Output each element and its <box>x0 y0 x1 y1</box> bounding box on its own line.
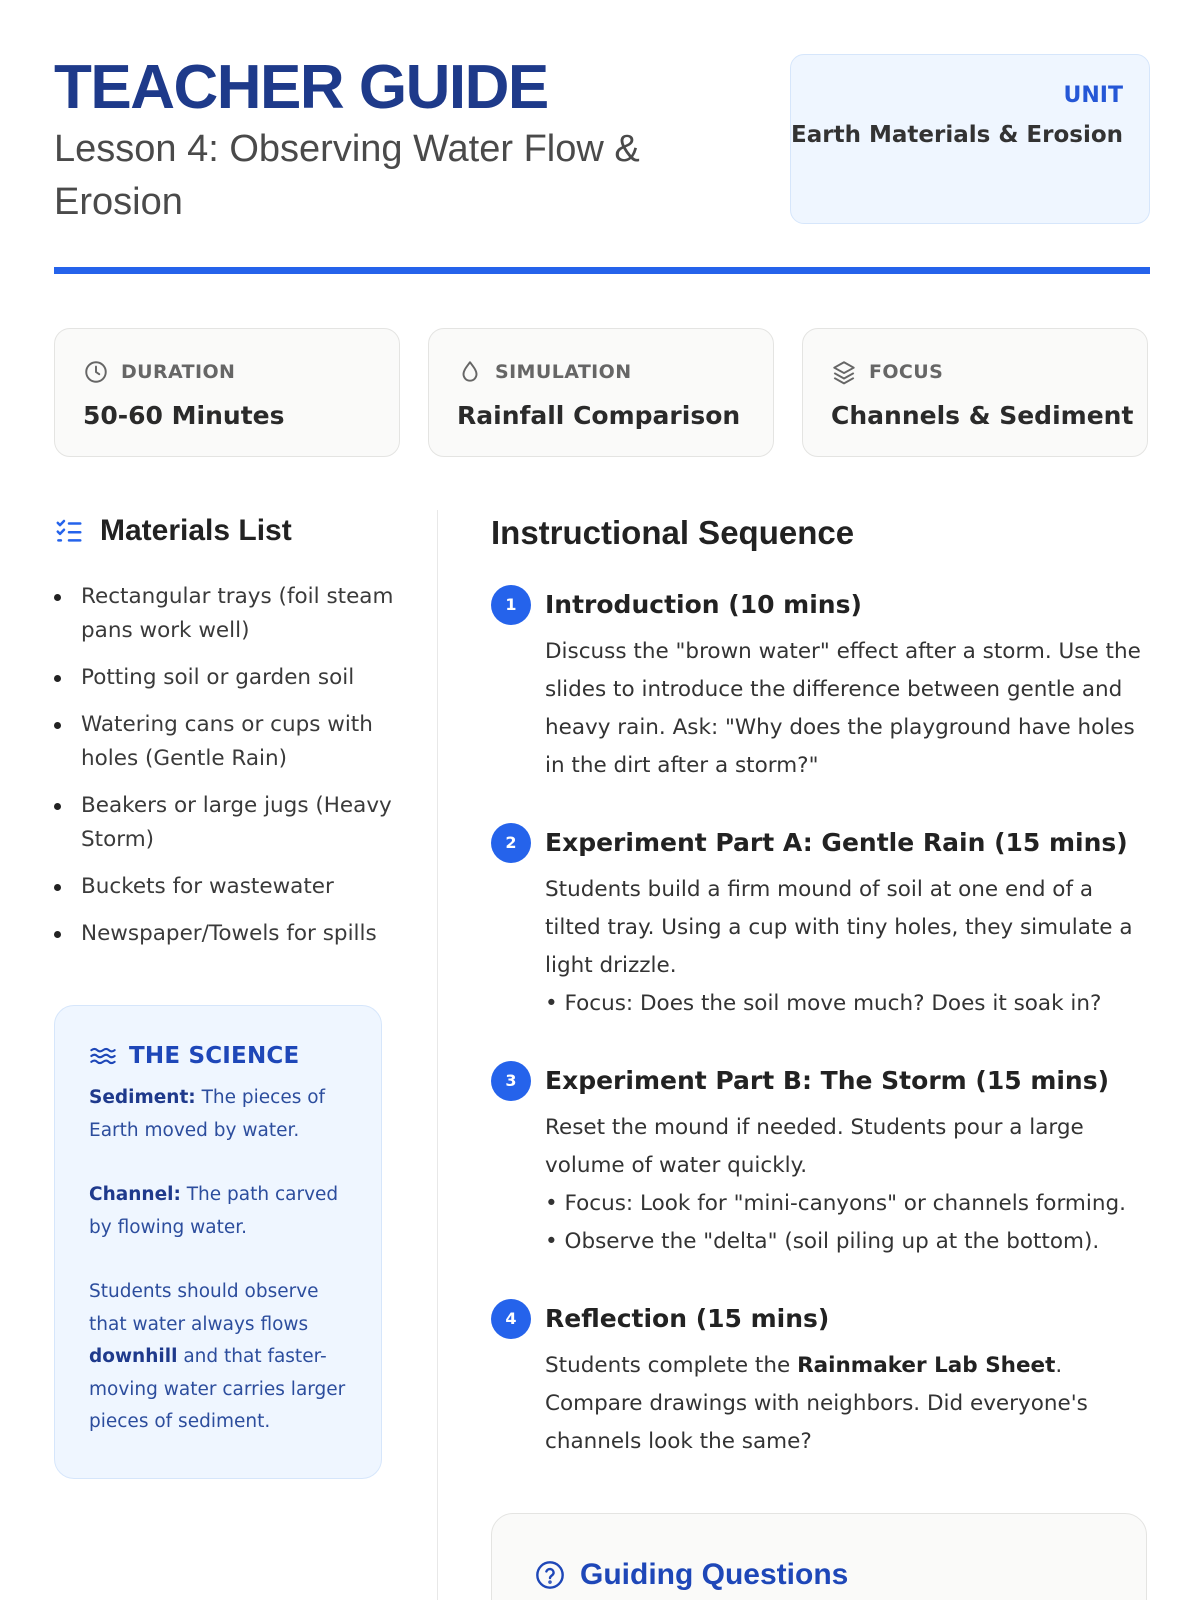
materials-heading <box>54 514 292 548</box>
stat-value: 50-60 Minutes <box>83 401 285 430</box>
step-bullet: • Observe the "delta" (soil piling up at the bottom). <box>545 1229 1100 1254</box>
stat-value: Rainfall Comparison <box>457 401 741 430</box>
list-item: Watering cans or cups with holes (Gentle Rain) <box>54 708 394 776</box>
science-note: Students should observe that water always flows downhill and that faster-moving water carries larger pieces of sediment. <box>89 1281 346 1432</box>
water-drop-icon <box>457 359 483 385</box>
unit-label: UNIT <box>1063 83 1123 108</box>
stat-label: FOCUS <box>869 361 944 383</box>
guiding-questions-card <box>491 1513 1147 1600</box>
step-title: Introduction (10 mins) <box>545 590 862 619</box>
question-circle-icon <box>534 1559 566 1591</box>
list-item: Newspaper/Towels for spills <box>54 917 394 951</box>
list-item: Buckets for wastewater <box>54 870 394 904</box>
lab-sheet-name: Rainmaker Lab Sheet <box>797 1353 1056 1378</box>
step-title: Reflection (15 mins) <box>545 1304 830 1333</box>
science-title: THE SCIENCE <box>129 1043 300 1069</box>
step-bullet: • Focus: Does the soil move much? Does it soak in? <box>545 991 1102 1016</box>
column-divider <box>437 510 438 1600</box>
step-number-badge: 2 <box>491 823 531 863</box>
channel-term: Channel: <box>89 1184 181 1205</box>
waves-icon <box>89 1042 117 1070</box>
stat-card-focus <box>802 328 1148 457</box>
materials-list <box>54 580 394 964</box>
step-title: Experiment Part B: The Storm (15 mins) <box>545 1066 1110 1095</box>
stat-card-simulation <box>428 328 774 457</box>
channel-definition <box>89 1179 351 1244</box>
sediment-def: The pieces of Earth moved by water. <box>89 1087 326 1141</box>
lesson-subtitle: Lesson 4: Observing Water Flow & Erosion <box>54 128 640 223</box>
page-title: TEACHER GUIDE <box>54 53 548 122</box>
layers-icon <box>831 359 857 385</box>
step-number-badge: 3 <box>491 1061 531 1101</box>
header-divider <box>54 267 1150 274</box>
step-body: Students complete the Rainmaker Lab Sheet. Compare drawings with neighbors. Did everyone's channels look the same? <box>545 1353 1088 1454</box>
step-number-badge: 4 <box>491 1299 531 1339</box>
list-item: Rectangular trays (foil steam pans work well) <box>54 580 394 648</box>
guiding-questions-title: Guiding Questions <box>580 1558 849 1591</box>
step-bullet: • Focus: Look for "mini-canyons" or channels forming. <box>545 1191 1126 1216</box>
stat-label: DURATION <box>121 361 236 383</box>
stat-card-duration <box>54 328 400 457</box>
science-body <box>89 1082 351 1439</box>
materials-title: Materials List <box>100 514 292 547</box>
sediment-definition <box>89 1082 351 1147</box>
sediment-term: Sediment: <box>89 1087 196 1108</box>
page-header <box>54 52 1150 274</box>
step-body: Reset the mound if needed. Students pour a large volume of water quickly. • Focus: Look for "mini-canyons" or channels forming. • Observe the "delta" (soil piling up at the bottom). <box>545 1109 1151 1261</box>
checklist-icon <box>54 516 84 546</box>
unit-name: Earth Materials & Erosion <box>791 122 1123 148</box>
stat-label: SIMULATION <box>495 361 632 383</box>
sequence-title: Instructional Sequence <box>491 514 855 551</box>
unit-card <box>790 54 1150 224</box>
step-body: Discuss the "brown water" effect after a storm. Use the slides to introduce the difference between gentle and heavy rain. Ask: "Why does the playground have holes in the dirt after a storm?" <box>545 639 1141 778</box>
channel-def: The path carved by flowing water. <box>89 1184 339 1238</box>
step-body: Students build a firm mound of soil at one end of a tilted tray. Using a cup with tiny holes, they simulate a light drizzle. • Focus: Does the soil move much? Does it soak in? <box>545 871 1151 1023</box>
step-number-badge: 1 <box>491 585 531 625</box>
step-title: Experiment Part A: Gentle Rain (15 mins) <box>545 828 1128 857</box>
list-item: Potting soil or garden soil <box>54 661 394 695</box>
clock-icon <box>83 359 109 385</box>
list-item: Beakers or large jugs (Heavy Storm) <box>54 789 394 857</box>
stat-value: Channels & Sediment <box>831 401 1134 430</box>
science-callout <box>54 1005 382 1479</box>
